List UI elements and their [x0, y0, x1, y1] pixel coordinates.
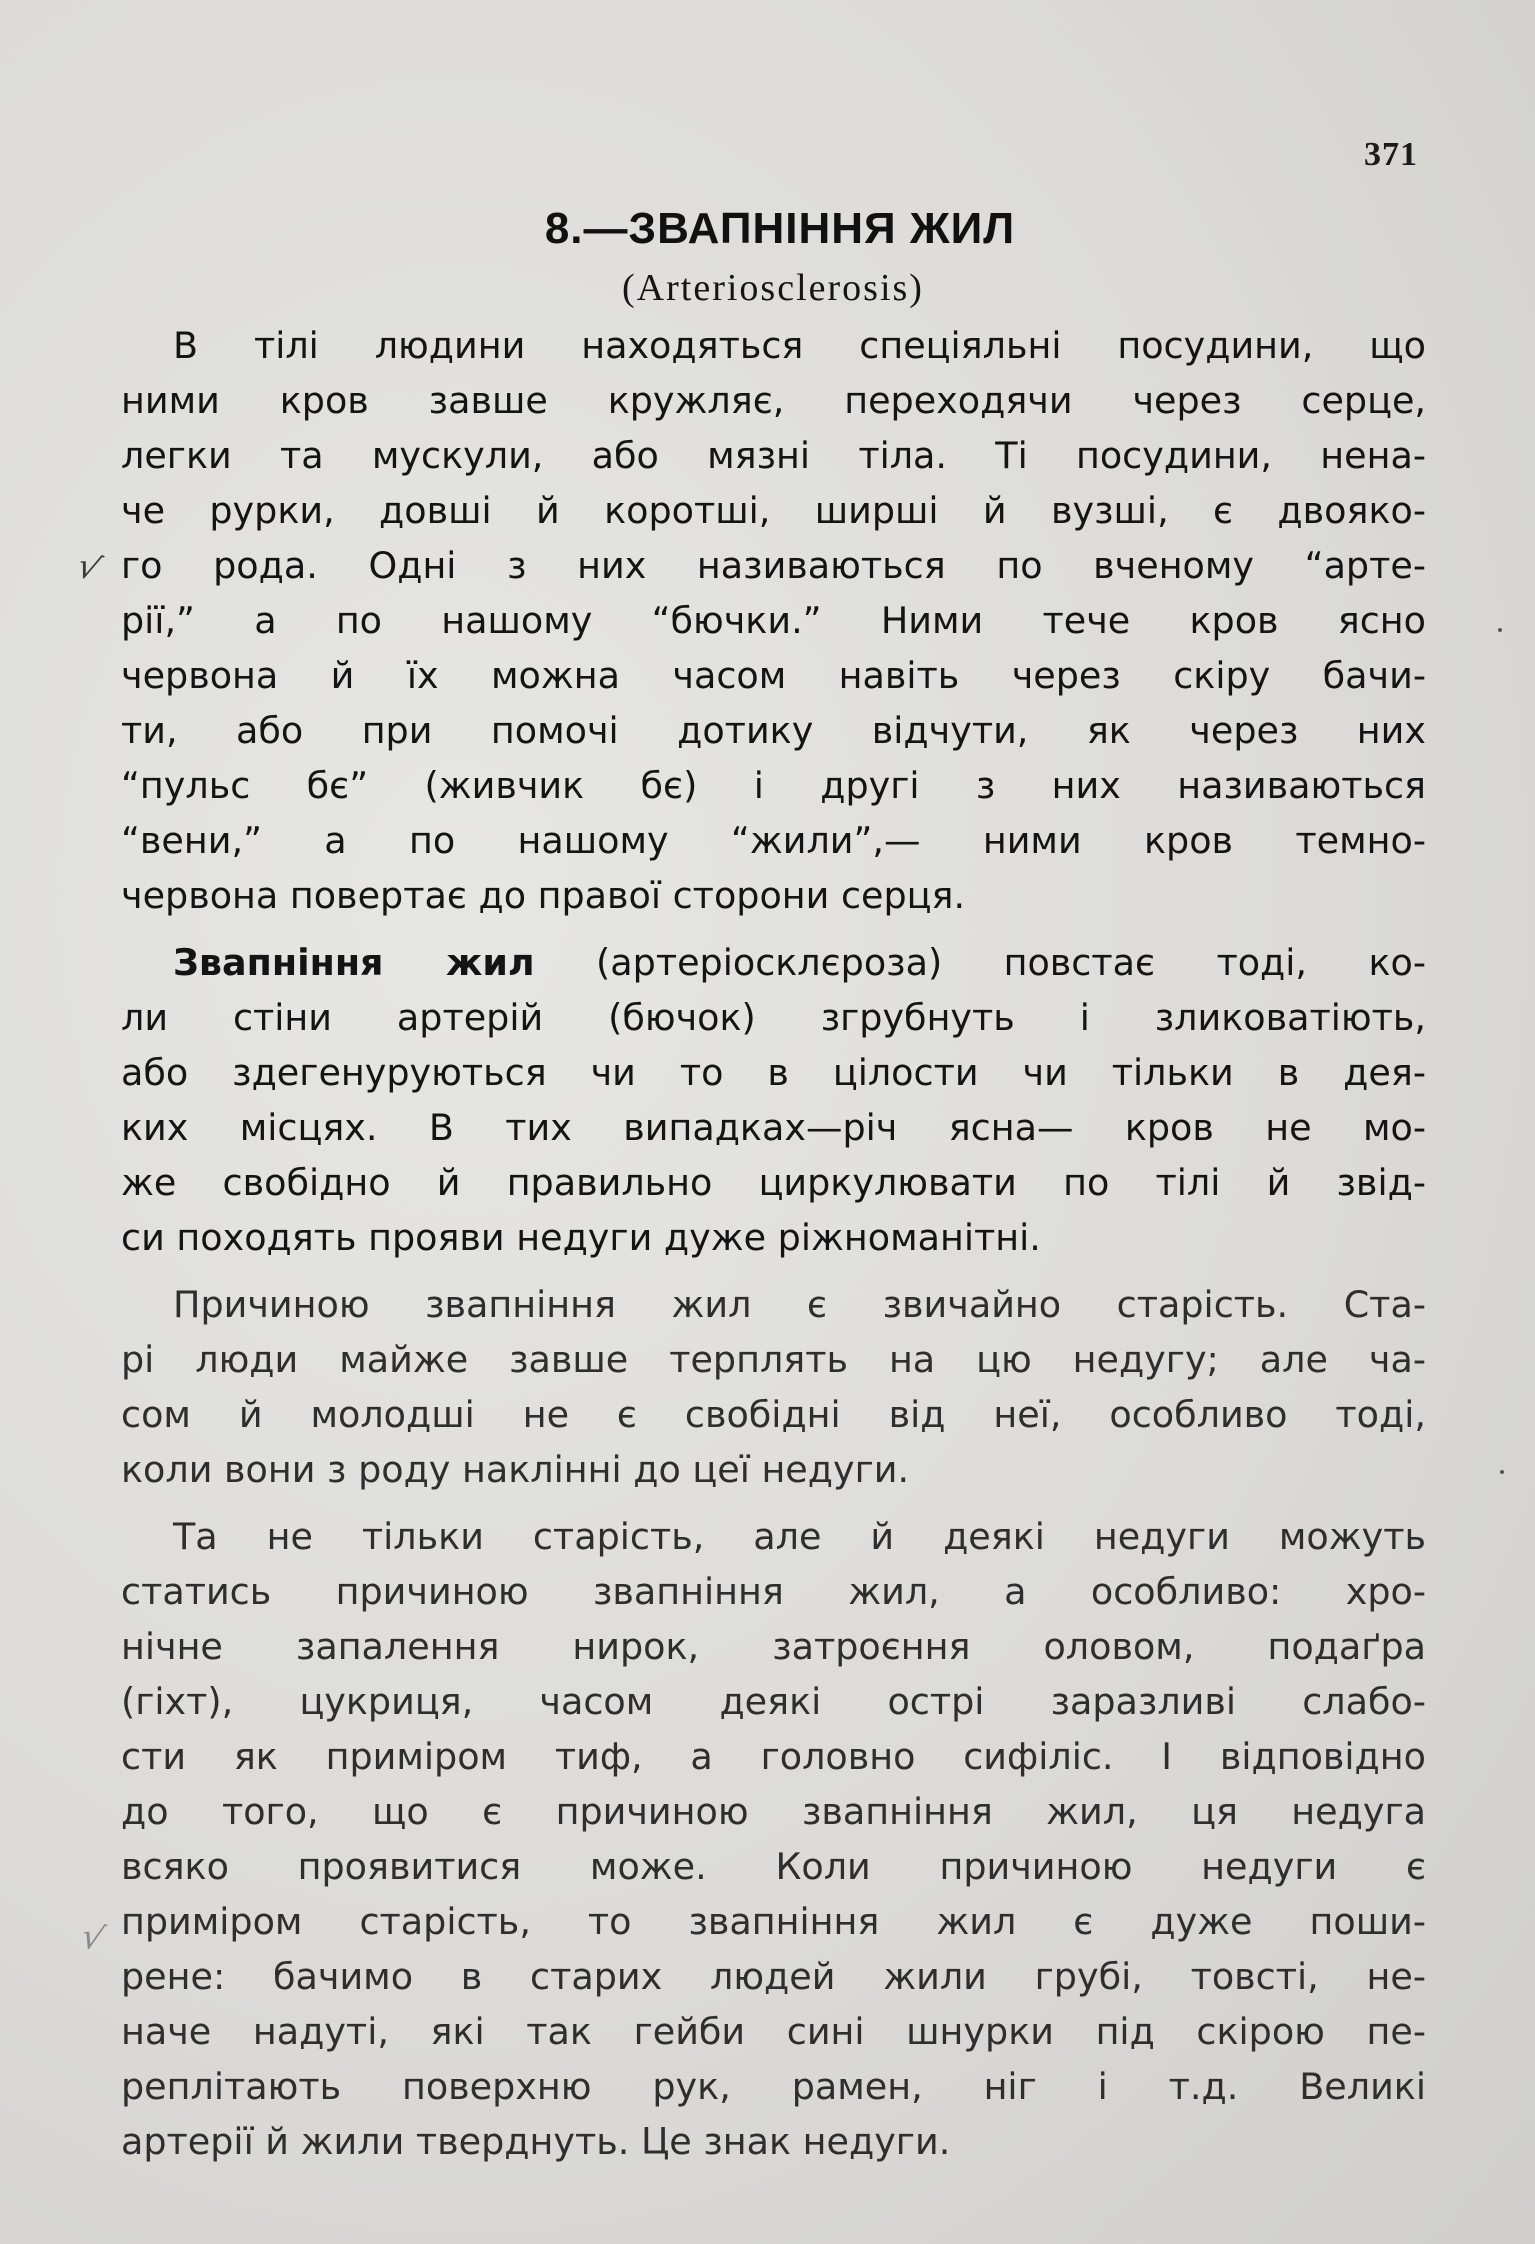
text-line: “вени,” а по нашому “жили”,— ними кров темно- — [121, 819, 1426, 862]
paper-speck — [1498, 628, 1502, 632]
section-subheading: (Arteriosclerosis) — [622, 267, 924, 309]
text-line: червона й їх можна часом навіть через скіру бачи- — [121, 654, 1426, 697]
text-fragment: (артеріосклєроза) повстає тоді, ко- — [534, 941, 1426, 984]
text-line: го рода. Одні з них називаються по вченому “арте- — [121, 544, 1426, 587]
text-line: ких місцях. В тих випадках—річ ясна— кров не мо- — [121, 1106, 1426, 1149]
text-line: си походять прояви недуги дуже ріжноманітні. — [121, 1216, 1041, 1259]
bold-term: Звапніння жил — [173, 941, 535, 984]
text-line: Причиною звапніння жил є звичайно старість. Ста- — [173, 1283, 1426, 1326]
text-line: сти як приміром тиф, а головно сифіліс. І відповідно — [121, 1735, 1426, 1778]
text-line: ними кров завше кружляє, переходячи через серце, — [121, 379, 1426, 422]
text-line: артерії й жили тверднуть. Це знак недуги. — [121, 2120, 951, 2163]
text-line: ли стіни артерій (бючок) згрубнуть і зликоватіють, — [121, 996, 1426, 1039]
text-line: реплітають поверхню рук, рамен, ніг і т.д. Великі — [121, 2065, 1426, 2108]
paragraph-4 — [121, 1509, 1426, 2169]
text-line: наче надуті, які так гейби сині шнурки під скірою пе- — [121, 2010, 1426, 2053]
text-line: рії,” а по нашому “бючки.” Ними тече кров ясно — [121, 599, 1426, 642]
text-line: рі люди майже завше терплять на цю недугу; але ча- — [121, 1338, 1426, 1381]
text-line: ти, або при помочі дотику відчути, як через них — [121, 709, 1426, 752]
text-line: нічне запалення нирок, затроєння оловом, подаґра — [121, 1625, 1426, 1668]
paragraph-3 — [121, 1277, 1426, 1497]
paragraph-2 — [121, 935, 1426, 1265]
text-line: сом й молодші не є свобідні від неї, особливо тоді, — [121, 1393, 1426, 1436]
section-heading: 8.—ЗВАПНІННЯ ЖИЛ — [544, 204, 1016, 253]
text-line: приміром старість, то звапніння жил є дуже поши- — [121, 1900, 1426, 1943]
text-line: червона повертає до правої сторони серця. — [121, 874, 966, 917]
text-line — [121, 935, 1426, 990]
text-line: коли вони з роду наклінні до цеї недуги. — [121, 1448, 910, 1491]
text-line: або здегенуруються чи то в цілости чи тільки в дея- — [121, 1051, 1426, 1094]
text-line: легки та мускули, або мязні тіла. Ті посудини, нена- — [121, 434, 1426, 477]
text-line: В тілі людини находяться спеціяльні посудини, що — [173, 324, 1426, 367]
pencil-check-mark: √ — [71, 545, 106, 591]
text-line: статись причиною звапніння жил, а особливо: хро- — [121, 1570, 1426, 1613]
text-line: (гіхт), цукриця, часом деякі острі заразливі слабо- — [121, 1680, 1426, 1723]
text-line: “пульс бє” (живчик бє) і другі з них називаються — [121, 764, 1426, 807]
body-text — [121, 318, 1426, 2181]
page-number: 371 — [1364, 136, 1418, 173]
text-line: Та не тільки старість, але й деякі недуги можуть — [173, 1515, 1426, 1558]
text-line: всяко проявитися може. Коли причиною недуги є — [121, 1845, 1426, 1888]
paragraph-1 — [121, 318, 1426, 923]
text-line: рене: бачимо в старих людей жили грубі, товсті, не- — [121, 1955, 1426, 1998]
text-line: че рурки, довші й коротші, ширші й вузші, є двояко- — [121, 489, 1426, 532]
text-line: же свобідно й правильно циркулювати по тілі й звід- — [121, 1161, 1426, 1204]
paper-speck — [1500, 1470, 1504, 1474]
pencil-check-mark: √ — [77, 1915, 109, 1961]
text-line: до того, що є причиною звапніння жил, ця недуга — [121, 1790, 1426, 1833]
